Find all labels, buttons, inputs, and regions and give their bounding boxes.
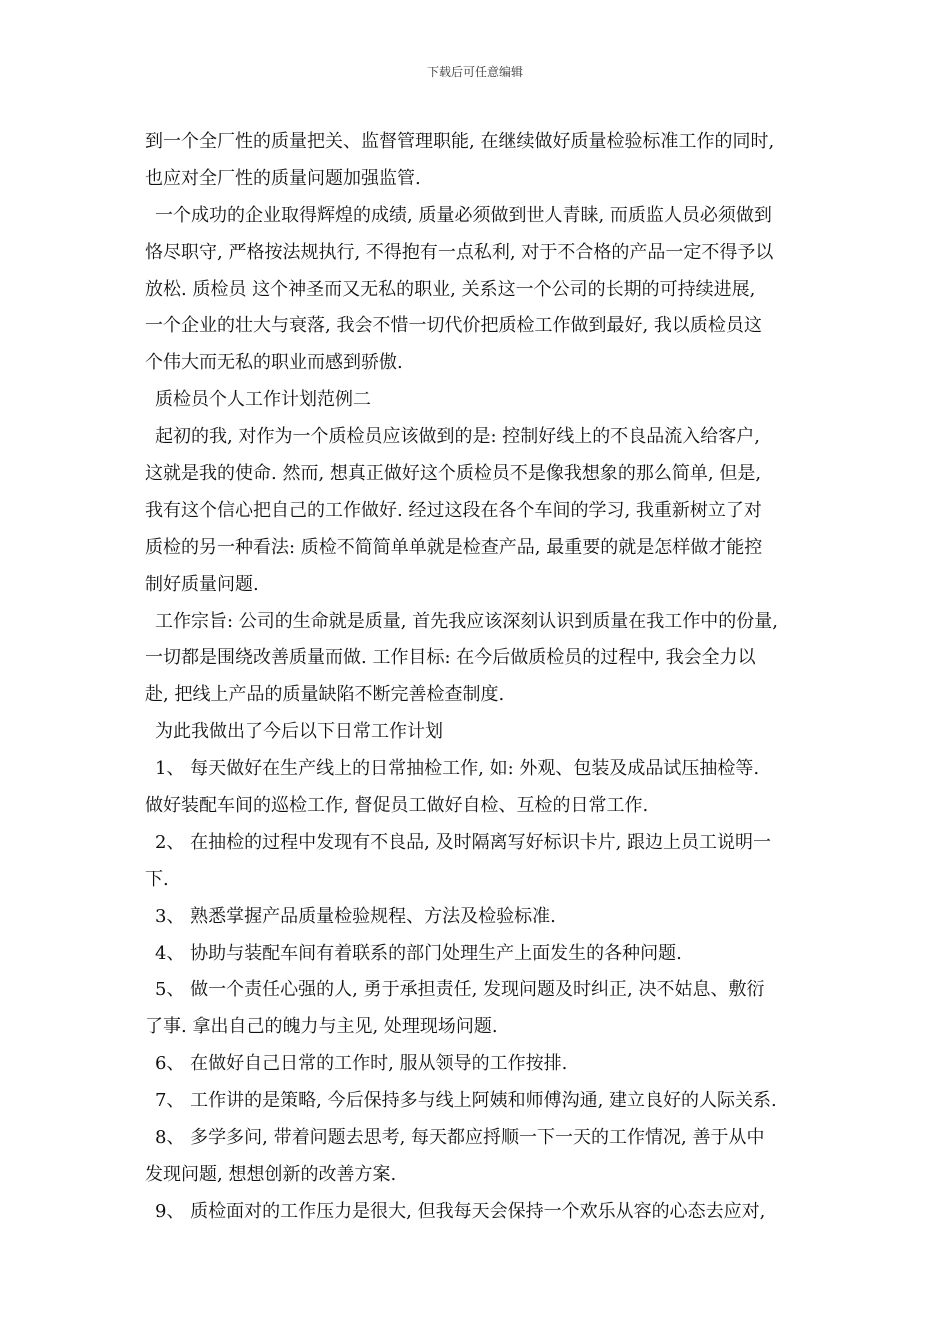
text-line: 赴, 把线上产品的质量缺陷不断完善检查制度. <box>145 684 505 706</box>
paragraph-start: 工作宗旨: 公司的生命就是质量, 首先我应该深刻认识到质量在我工作中的份量, <box>155 610 778 632</box>
text-line: 放松. 质检员 这个神圣而又无私的职业, 关系这一个公司的长期的可持续进展, <box>145 278 756 300</box>
text-line: 也应对全厂性的质量问题加强监管. <box>145 167 421 189</box>
list-item: 1、 每天做好在生产线上的日常抽检工作, 如: 外观、包装及成品试压抽检等. <box>155 758 760 780</box>
list-item: 3、 熟悉掌握产品质量检验规程、方法及检验标准. <box>155 905 556 927</box>
text-line: 下. <box>145 868 169 890</box>
paragraph-start: 一个成功的企业取得辉煌的成绩, 质量必须做到世人青睐, 而质监人员必须做到 <box>155 204 772 226</box>
paragraph-start: 起初的我, 对作为一个质检员应该做到的是: 控制好线上的不良品流入给客户, <box>155 426 760 448</box>
section-heading: 质检员个人工作计划范例二 <box>155 389 371 411</box>
list-item: 8、 多学多问, 带着问题去思考, 每天都应捋顺一下一天的工作情况, 善于从中 <box>155 1127 765 1149</box>
text-line: 了事. 拿出自己的魄力与主见, 处理现场问题. <box>145 1016 498 1038</box>
list-item: 5、 做一个责任心强的人, 勇于承担责任, 发现问题及时纠正, 决不姑息、敷衍 <box>155 979 765 1001</box>
text-line: 一个企业的壮大与衰落, 我会不惜一切代价把质检工作做到最好, 我以质检员这 <box>145 315 762 337</box>
paragraph-start: 为此我做出了今后以下日常工作计划 <box>155 721 443 743</box>
text-line: 恪尽职守, 严格按法规执行, 不得抱有一点私利, 对于不合格的产品一定不得予以 <box>145 241 774 263</box>
list-item: 9、 质检面对的工作压力是很大, 但我每天会保持一个欢乐从容的心态去应对, <box>155 1200 766 1222</box>
text-line: 这就是我的使命. 然而, 想真正做好这个质检员不是像我想象的那么简单, 但是, <box>145 463 762 485</box>
text-line: 制好质量问题. <box>145 573 259 595</box>
text-line: 我有这个信心把自己的工作做好. 经过这段在各个车间的学习, 我重新树立了对 <box>145 499 762 521</box>
text-line: 发现问题, 想想创新的改善方案. <box>145 1163 397 1185</box>
text-line: 到一个全厂性的质量把关、监督管理职能, 在继续做好质量检验标准工作的同时, <box>145 131 775 152</box>
text-line: 一切都是围绕改善质量而做. 工作目标: 在今后做质检员的过程中, 我会全力以 <box>145 647 756 669</box>
text-line: 做好装配车间的巡检工作, 督促员工做好自检、互检的日常工作. <box>145 795 649 817</box>
text-line: 质检的另一种看法: 质检不简简单单就是检查产品, 最重要的就是怎样做才能控 <box>145 536 763 558</box>
document-body <box>145 124 820 1231</box>
list-item: 7、 工作讲的是策略, 今后保持多与线上阿姨和师傅沟通, 建立良好的人际关系. <box>155 1090 777 1112</box>
text-line: 个伟大而无私的职业而感到骄傲. <box>145 352 403 374</box>
list-item: 2、 在抽检的过程中发现有不良品, 及时隔离写好标识卡片, 跟边上员工说明一 <box>155 831 772 853</box>
list-item: 6、 在做好自己日常的工作时, 服从领导的工作按排. <box>155 1053 568 1075</box>
list-item: 4、 协助与装配车间有着联系的部门处理生产上面发生的各种问题. <box>155 942 682 964</box>
page-header: 下载后可任意编辑 <box>426 65 523 79</box>
